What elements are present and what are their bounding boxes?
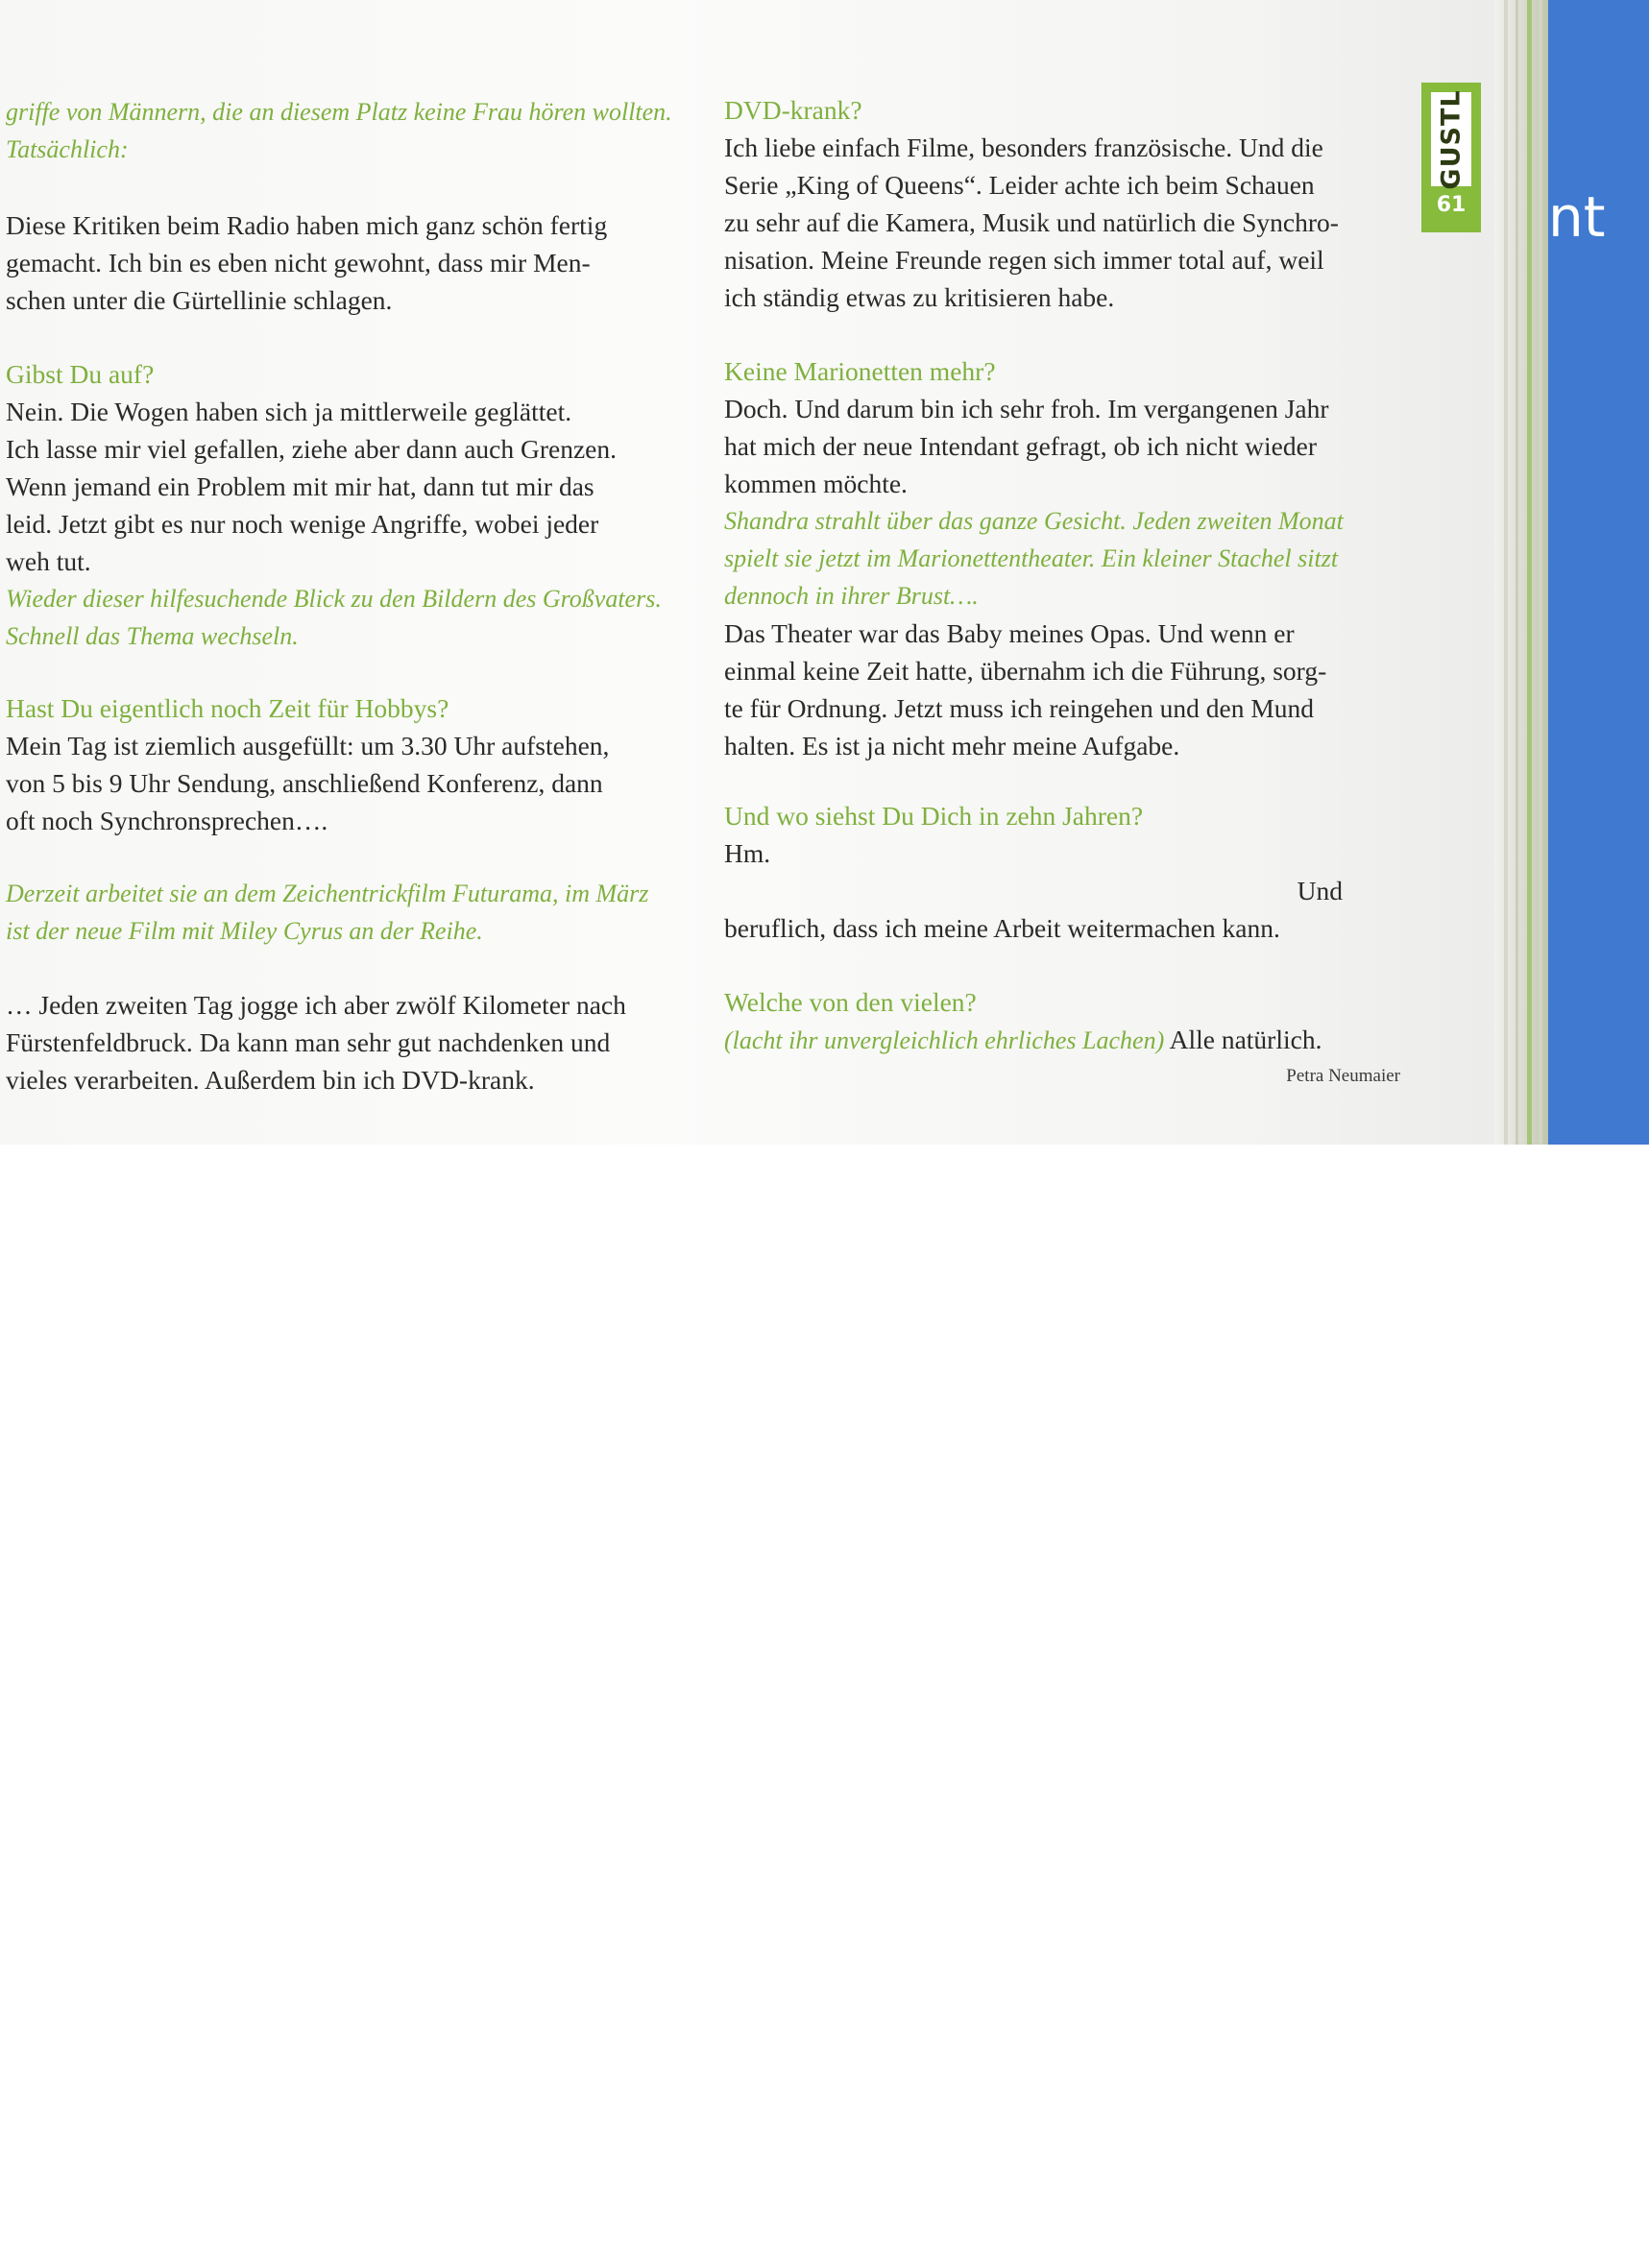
intro-italic bbox=[6, 93, 683, 168]
text-line: vieles verarbeiten. Außerdem bin ich DVD-krank. bbox=[6, 1065, 535, 1095]
magazine-tab-inner bbox=[1431, 88, 1471, 190]
text-line: nisation. Meine Freunde regen sich immer total auf, weil bbox=[724, 245, 1324, 275]
question-heading: Hast Du eigentlich noch Zeit für Hobbys? bbox=[6, 693, 449, 723]
text-line: hat mich der neue Intendant gefragt, ob ich nicht wieder bbox=[724, 431, 1317, 461]
italic-line: Shandra strahlt über das ganze Gesicht. Jeden zweiten Monat bbox=[724, 507, 1344, 535]
text-line: beruflich, dass ich meine Arbeit weitermachen kann. bbox=[724, 913, 1280, 943]
text-line: Wenn jemand ein Problem mit mir hat, dann tut mir das bbox=[6, 471, 594, 501]
question-heading: Gibst Du auf? bbox=[6, 359, 155, 389]
question-heading: Welche von den vielen? bbox=[724, 987, 977, 1017]
text-line: Ich liebe einfach Filme, besonders französische. Und die bbox=[724, 133, 1323, 162]
blue-band bbox=[1548, 0, 1649, 1145]
italic-line: ist der neue Film mit Miley Cyrus an der Reihe. bbox=[6, 917, 483, 945]
italic-line: Wieder dieser hilfesuchende Blick zu den Bildern des Großvaters. bbox=[6, 585, 662, 613]
magazine-name: GUSTL bbox=[1436, 88, 1467, 190]
intro-italic-line: griffe von Männern, die an diesem Platz keine Frau hören wollten. bbox=[6, 98, 672, 126]
text-line: Das Theater war das Baby meines Opas. Und wenn er bbox=[724, 618, 1295, 648]
text-line: Und bbox=[1297, 876, 1343, 905]
question-heading: Keine Marionetten mehr? bbox=[724, 356, 996, 386]
intro-italic-line: Tatsächlich: bbox=[6, 135, 129, 163]
text-line: einmal keine Zeit hatte, übernahm ich die Führung, sorg- bbox=[724, 656, 1327, 686]
question-block bbox=[724, 983, 1416, 1059]
text-line: gemacht. Ich bin es eben nicht gewohnt, dass mir Men- bbox=[6, 248, 591, 277]
text-line: Ich lasse mir viel gefallen, ziehe aber dann auch Grenzen. bbox=[6, 434, 618, 464]
italic-line: Derzeit arbeitet sie an dem Zeichentrickfilm Futurama, im März bbox=[6, 880, 649, 907]
page-edge bbox=[1494, 0, 1552, 1145]
question-block bbox=[724, 797, 1343, 947]
text-line: Mein Tag ist ziemlich ausgefüllt: um 3.30 Uhr aufstehen, bbox=[6, 731, 610, 760]
question-block bbox=[724, 91, 1416, 316]
final-text: Alle natürlich. bbox=[1164, 1025, 1322, 1054]
text-line: von 5 bis 9 Uhr Sendung, anschließend Konferenz, dann bbox=[6, 768, 603, 798]
question-block bbox=[6, 689, 683, 839]
text-line: Doch. Und darum bin ich sehr froh. Im vergangenen Jahr bbox=[724, 394, 1329, 423]
final-italic: (lacht ihr unvergleichlich ehrliches Lachen) bbox=[724, 1026, 1165, 1054]
text-line: … Jeden zweiten Tag jogge ich aber zwölf Kilometer nach bbox=[6, 990, 626, 1020]
page-edge-line bbox=[1539, 0, 1542, 1145]
page-edge-line bbox=[1504, 0, 1508, 1145]
text-line: leid. Jetzt gibt es nur noch wenige Angriffe, wobei jeder bbox=[6, 509, 599, 539]
text-line: Hm. bbox=[724, 838, 771, 868]
text-line: te für Ordnung. Jetzt muss ich reingehen und den Mund bbox=[724, 693, 1315, 723]
italic-paragraph bbox=[6, 875, 683, 950]
italic-line: dennoch in ihrer Brust…. bbox=[724, 582, 979, 610]
text-line: Nein. Die Wogen haben sich ja mittlerweile geglättet. bbox=[6, 397, 572, 426]
text-line: weh tut. bbox=[6, 546, 91, 576]
partial-heading: nt bbox=[1548, 184, 1606, 250]
answer-paragraph bbox=[6, 206, 683, 319]
answer-paragraph bbox=[6, 986, 683, 1098]
page-number: 61 bbox=[1436, 193, 1467, 217]
italic-line: Schnell das Thema wechseln. bbox=[6, 622, 299, 650]
question-block bbox=[724, 352, 1416, 764]
final-answer-line bbox=[724, 1021, 1416, 1059]
page-edge-line bbox=[1516, 0, 1518, 1145]
question-heading: DVD-krank? bbox=[724, 95, 862, 125]
italic-line: spielt sie jetzt im Marionettentheater. Ein kleiner Stachel sitzt bbox=[724, 544, 1339, 572]
text-line: oft noch Synchronsprechen…. bbox=[6, 806, 328, 835]
author-signature: Petra Neumaier bbox=[1286, 1066, 1400, 1086]
text-line: schen unter die Gürtellinie schlagen. bbox=[6, 285, 393, 315]
question-block bbox=[6, 355, 683, 655]
text-line: Fürstenfeldbruck. Da kann man sehr gut nachdenken und bbox=[6, 1027, 611, 1057]
question-heading: Und wo siehst Du Dich in zehn Jahren? bbox=[724, 801, 1144, 831]
text-line: kommen möchte. bbox=[724, 469, 908, 498]
magazine-tab bbox=[1421, 83, 1481, 232]
text-line: Diese Kritiken beim Radio haben mich ganz schön fertig bbox=[6, 210, 608, 240]
text-line: zu sehr auf die Kamera, Musik und natürlich die Synchro- bbox=[724, 207, 1339, 237]
text-line: ich ständig etwas zu kritisieren habe. bbox=[724, 282, 1115, 312]
text-line: halten. Es ist ja nicht mehr meine Aufgabe. bbox=[724, 731, 1180, 760]
text-line: Serie „King of Queens“. Leider achte ich beim Schauen bbox=[724, 170, 1315, 200]
page-edge-line bbox=[1527, 0, 1532, 1145]
